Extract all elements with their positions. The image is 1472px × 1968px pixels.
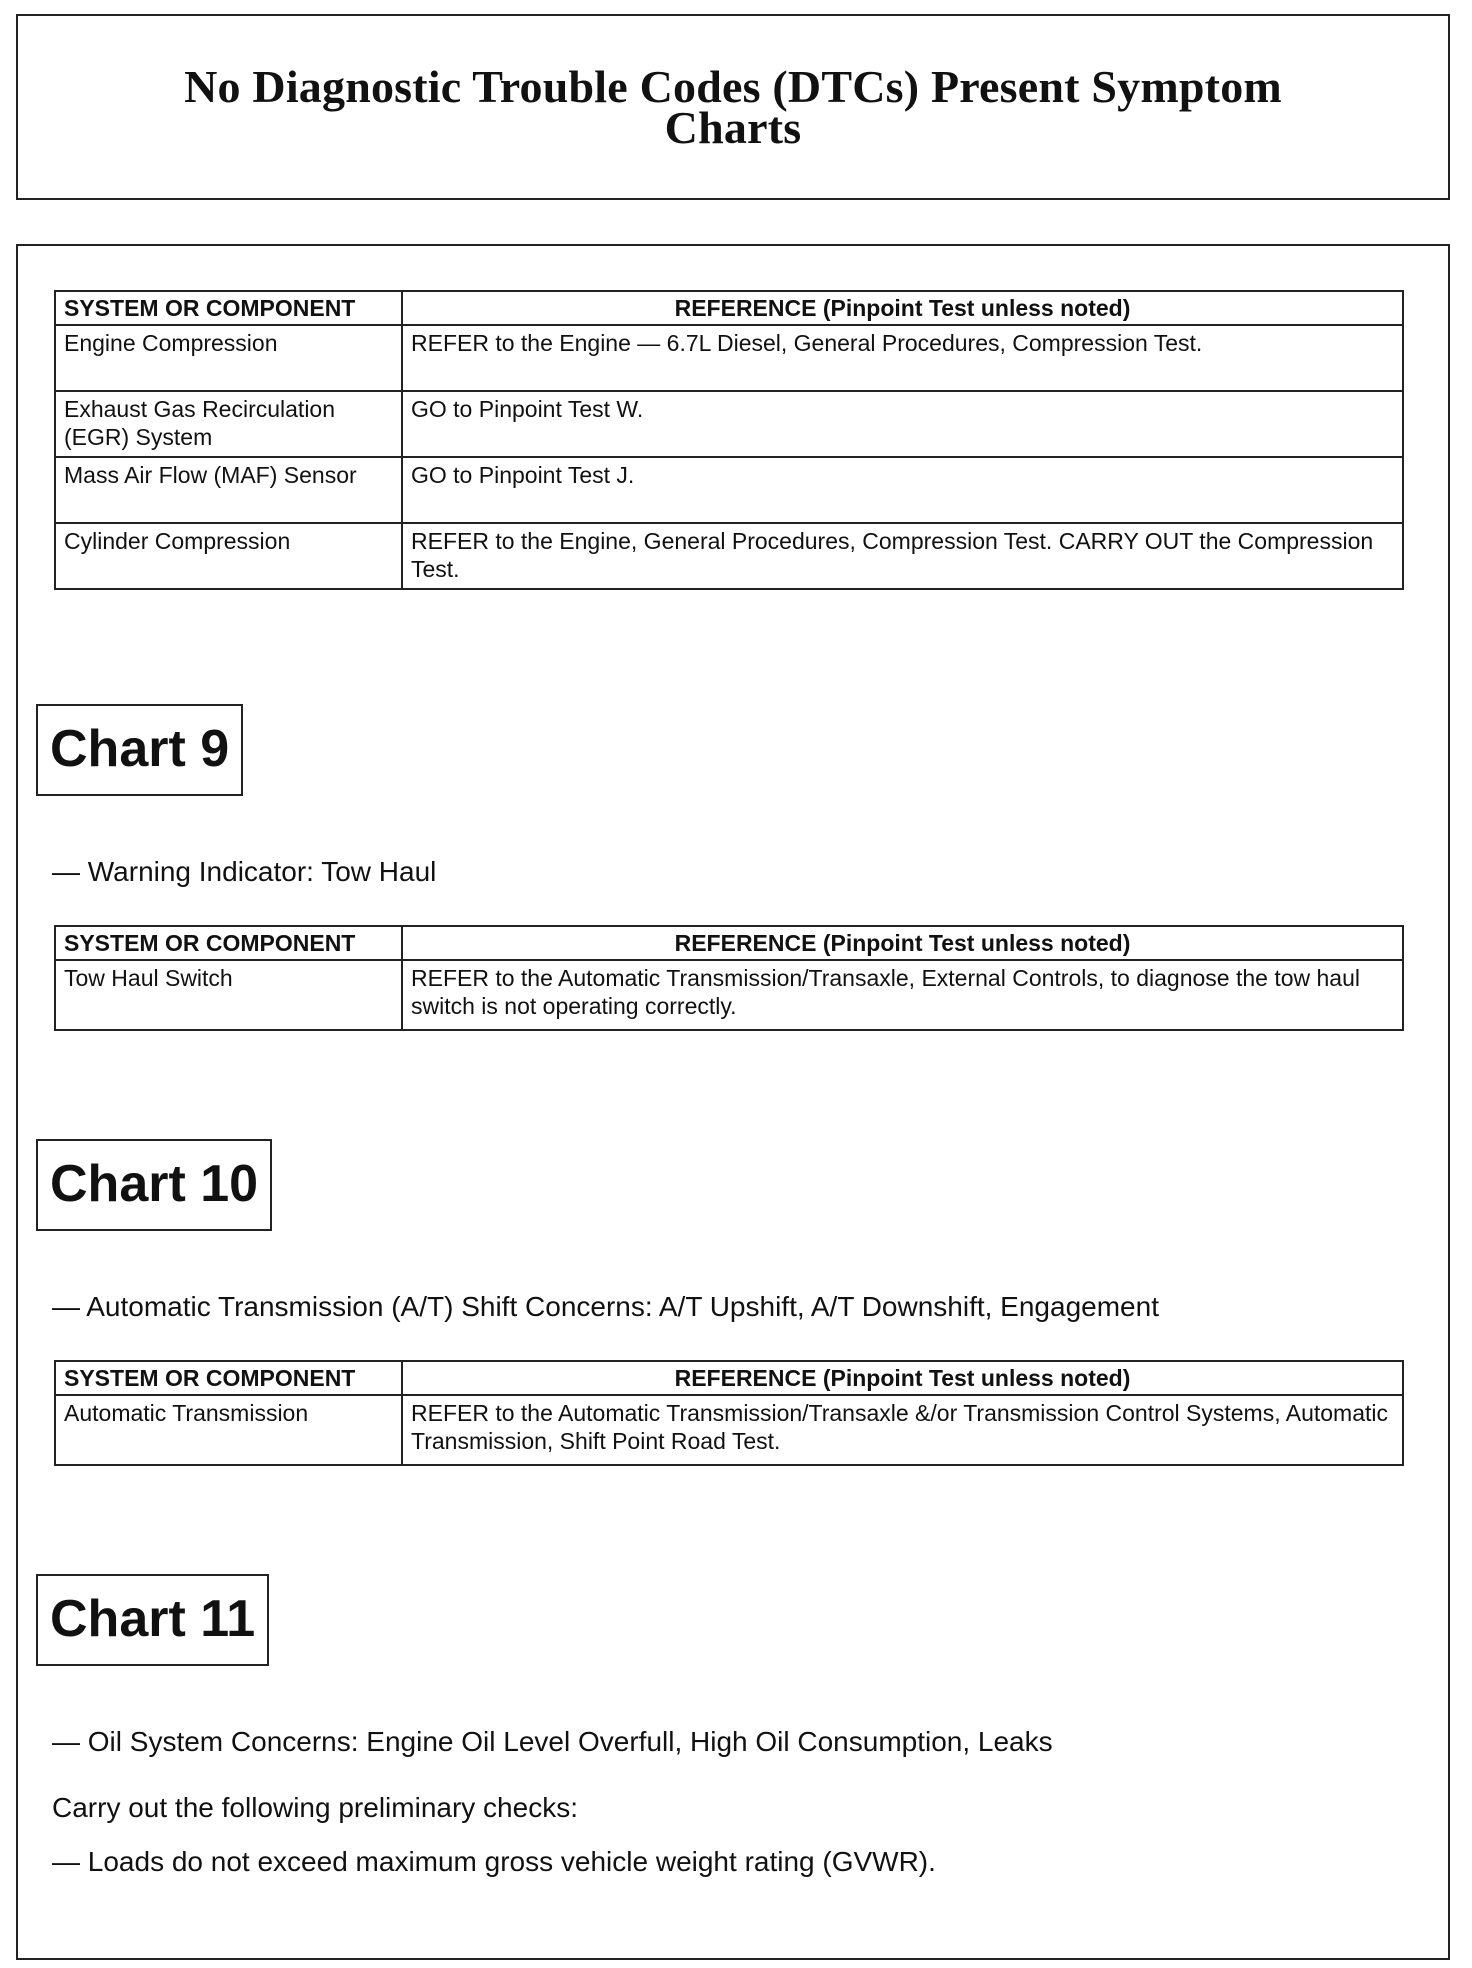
preliminary-check-item: — Loads do not exceed maximum gross vehicle weight rating (GVWR). (52, 1846, 936, 1877)
title-line-2: Charts (664, 102, 802, 153)
table-header-row (55, 291, 1403, 325)
table-row (55, 523, 1403, 589)
chart-10-heading: Chart 10 (36, 1139, 272, 1231)
header-reference: REFERENCE (Pinpoint Test unless noted) (402, 1361, 1403, 1395)
system-cell: Tow Haul Switch (55, 960, 402, 1030)
table-row (55, 1395, 1403, 1465)
table-row (55, 325, 1403, 391)
header-reference: REFERENCE (Pinpoint Test unless noted) (402, 291, 1403, 325)
system-cell: Cylinder Compression (55, 523, 402, 589)
reference-cell: REFER to the Automatic Transmission/Transaxle, External Controls, to diagnose the tow haul switch is not operating correctly. (402, 960, 1403, 1030)
chart-11-description: — Oil System Concerns: Engine Oil Level Overfull, High Oil Consumption, Leaks (52, 1726, 1053, 1757)
chart-10-description: — Automatic Transmission (A/T) Shift Concerns: A/T Upshift, A/T Downshift, Engagement (52, 1291, 1159, 1322)
chart-11-heading: Chart 11 (36, 1574, 269, 1666)
header-reference: REFERENCE (Pinpoint Test unless noted) (402, 926, 1403, 960)
system-cell: Engine Compression (55, 325, 402, 391)
reference-table-chart-9 (54, 925, 1404, 1031)
table-row (55, 457, 1403, 523)
table-row (55, 391, 1403, 457)
chart-9-heading: Chart 9 (36, 704, 243, 796)
reference-cell: REFER to the Automatic Transmission/Transaxle &/or Transmission Control Systems, Automatic Transmission, Shift Point Road Test. (402, 1395, 1403, 1465)
system-cell: Mass Air Flow (MAF) Sensor (55, 457, 402, 523)
page-title (184, 61, 1282, 153)
reference-table-1 (54, 290, 1404, 590)
preliminary-checks-intro: Carry out the following preliminary checks: (52, 1792, 578, 1823)
reference-table-chart-10 (54, 1360, 1404, 1466)
system-cell: Exhaust Gas Recirculation (EGR) System (55, 391, 402, 457)
title-box (16, 14, 1450, 200)
header-system: SYSTEM OR COMPONENT (55, 291, 402, 325)
header-system: SYSTEM OR COMPONENT (55, 926, 402, 960)
reference-cell: GO to Pinpoint Test J. (402, 457, 1403, 523)
chart-9-description: — Warning Indicator: Tow Haul (52, 856, 437, 887)
content-box (16, 244, 1450, 1960)
reference-cell: GO to Pinpoint Test W. (402, 391, 1403, 457)
system-cell: Automatic Transmission (55, 1395, 402, 1465)
table-header-row (55, 926, 1403, 960)
header-system: SYSTEM OR COMPONENT (55, 1361, 402, 1395)
table-header-row (55, 1361, 1403, 1395)
reference-cell: REFER to the Engine — 6.7L Diesel, General Procedures, Compression Test. (402, 325, 1403, 391)
title-line-1: No Diagnostic Trouble Codes (DTCs) Present Symptom (184, 61, 1282, 112)
table-row (55, 960, 1403, 1030)
reference-cell: REFER to the Engine, General Procedures, Compression Test. CARRY OUT the Compression Test. (402, 523, 1403, 589)
